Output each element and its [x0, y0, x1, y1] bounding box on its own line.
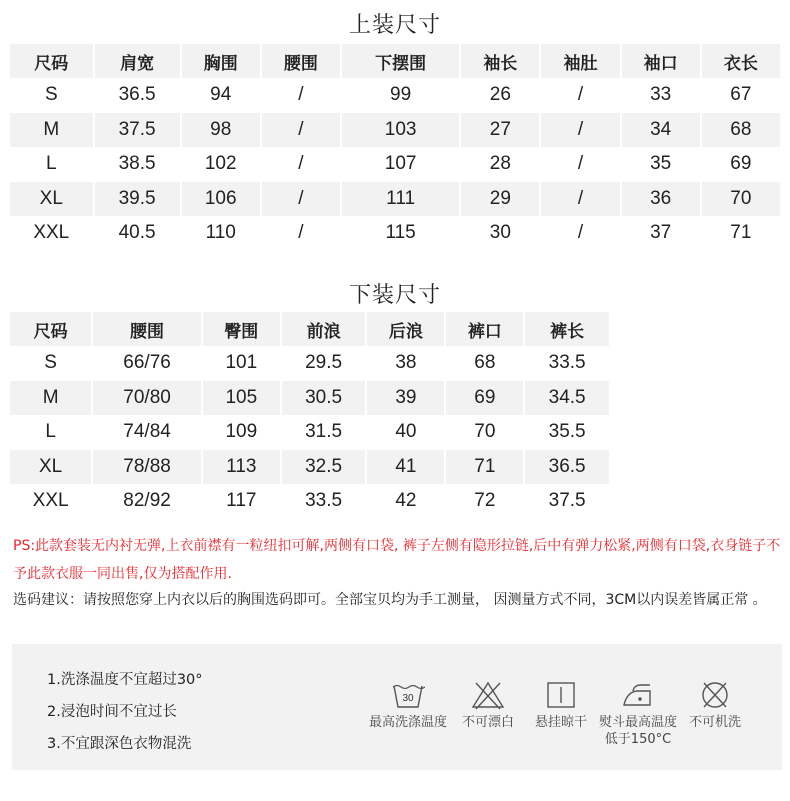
- measurement-cell: 37: [650, 222, 672, 244]
- column-header: 后浪: [367, 312, 444, 346]
- measurement-cell: 70: [474, 421, 496, 443]
- measurement-cell: 109: [225, 421, 258, 443]
- measurement-cell: 27: [461, 113, 539, 148]
- measurement-cell: /: [577, 84, 584, 106]
- measurement-cell: /: [262, 182, 340, 217]
- table-row: [10, 415, 609, 450]
- hang-dry-icon: [544, 680, 578, 710]
- column-header: 肩宽: [95, 44, 180, 78]
- measurement-cell: 99: [390, 84, 412, 106]
- bottom-size-title: 下装尺寸: [348, 283, 441, 308]
- measurement-cell: 36.5: [525, 450, 609, 485]
- measurement-cell: 33: [650, 84, 672, 106]
- care-instruction: 2.浸泡时间不宜过长: [47, 704, 177, 720]
- measurement-cell: 28: [489, 153, 511, 175]
- measurement-cell: 37.5: [95, 113, 180, 148]
- column-header: 尺码: [10, 312, 91, 346]
- symbol-label: 最高洗涤温度: [368, 715, 447, 730]
- column-header: 袖肚: [541, 44, 619, 78]
- table-row: [10, 147, 780, 182]
- measurement-cell: 106: [182, 182, 260, 217]
- measurement-cell: /: [298, 84, 304, 106]
- measurement-cell: 66/76: [123, 352, 171, 374]
- iron-icon: [621, 680, 655, 710]
- measurement-cell: 36.5: [118, 84, 156, 106]
- symbol-sublabel: 低于150°C: [604, 732, 672, 747]
- size-cell: M: [10, 381, 91, 416]
- measurement-cell: 39.5: [95, 182, 180, 217]
- table-row: [10, 113, 780, 148]
- care-panel: [12, 644, 782, 770]
- size-cell: S: [44, 352, 57, 374]
- measurement-cell: 40: [395, 421, 417, 443]
- size-cell: M: [10, 113, 93, 148]
- measurement-cell: 35: [650, 153, 672, 175]
- care-instructions: [47, 664, 203, 760]
- measurement-cell: 29.5: [305, 352, 343, 374]
- measurement-cell: 37.5: [548, 490, 586, 512]
- measurement-cell: 33.5: [548, 352, 586, 374]
- wash-temp-value: 30: [402, 693, 414, 704]
- symbol-label: 熨斗最高温度: [598, 715, 677, 730]
- table-header-row: [10, 312, 609, 346]
- measurement-cell: 34.5: [525, 381, 609, 416]
- measurement-cell: 82/92: [123, 490, 171, 512]
- measurement-cell: /: [298, 153, 304, 175]
- size-cell: L: [45, 421, 56, 443]
- measurement-cell: 38.5: [118, 153, 156, 175]
- measurement-cell: 72: [474, 490, 496, 512]
- measurement-cell: 30.5: [282, 381, 366, 416]
- table-row: [10, 216, 780, 251]
- measurement-cell: 68: [474, 352, 496, 374]
- measurement-cell: /: [541, 182, 619, 217]
- column-header: 下摆围: [342, 44, 459, 78]
- measurement-cell: 33.5: [305, 490, 343, 512]
- measurement-cell: 42: [395, 490, 417, 512]
- measurement-cell: /: [262, 113, 340, 148]
- care-symbol-hang-dry: [529, 680, 593, 731]
- measurement-cell: 98: [182, 113, 260, 148]
- top-size-title: 上装尺寸: [348, 13, 441, 38]
- column-header: 腰围: [262, 44, 340, 78]
- table-row: [10, 450, 609, 485]
- table-row: [10, 182, 780, 217]
- measurement-cell: 107: [384, 153, 417, 175]
- measurement-cell: 101: [225, 352, 258, 374]
- measurement-cell: 34: [622, 113, 700, 148]
- column-header: 臀围: [203, 312, 280, 346]
- column-header: 袖长: [461, 44, 539, 78]
- size-cell: XL: [10, 182, 93, 217]
- measurement-cell: 113: [203, 450, 280, 485]
- measurement-cell: 67: [730, 84, 752, 106]
- care-symbol-no-bleach: [456, 680, 520, 731]
- no-machine-wash-icon: [698, 680, 732, 710]
- measurement-cell: 68: [702, 113, 780, 148]
- column-header: 尺码: [10, 44, 93, 78]
- measurement-cell: 29: [461, 182, 539, 217]
- measurement-cell: 70/80: [93, 381, 201, 416]
- table-row: [10, 346, 609, 381]
- measurement-cell: 105: [203, 381, 280, 416]
- measurement-cell: 115: [385, 222, 416, 244]
- column-header: 裤长: [525, 312, 609, 346]
- symbol-label: 悬挂晾干: [534, 715, 587, 730]
- measurement-cell: 40.5: [118, 222, 156, 244]
- measurement-cell: 117: [226, 490, 257, 512]
- measurement-cell: 39: [367, 381, 444, 416]
- size-advice: 选码建议：请按照您穿上内衣以后的胸围选码即可。全部宝贝均为手工测量， 因测量方式不同，3CM以内误差皆属正常 。: [13, 592, 767, 608]
- measurement-cell: 103: [342, 113, 459, 148]
- size-cell: L: [46, 153, 57, 175]
- measurement-cell: 71: [730, 222, 752, 244]
- measurement-cell: 38: [395, 352, 417, 374]
- measurement-cell: 70: [702, 182, 780, 217]
- care-symbol-iron: [592, 680, 684, 748]
- measurement-cell: 30: [489, 222, 511, 244]
- measurement-cell: 69: [730, 153, 752, 175]
- measurement-cell: 26: [489, 84, 511, 106]
- symbol-label: 不可漂白: [461, 715, 514, 730]
- measurement-cell: 110: [205, 222, 236, 244]
- care-symbol-no-machine-wash: [684, 680, 746, 731]
- measurement-cell: 71: [446, 450, 523, 485]
- measurement-cell: 41: [367, 450, 444, 485]
- measurement-cell: 102: [204, 153, 237, 175]
- size-cell: XXL: [33, 222, 70, 244]
- table-header-row: [10, 44, 780, 78]
- table-row: [10, 381, 609, 416]
- column-header: 腰围: [93, 312, 201, 346]
- care-symbol-wash: [360, 680, 456, 731]
- care-instruction: 3.不宜跟深色衣物混洗: [47, 736, 192, 752]
- measurement-cell: 111: [342, 182, 459, 217]
- measurement-cell: 94: [210, 84, 232, 106]
- measurement-cell: /: [541, 113, 619, 148]
- measurement-cell: 32.5: [282, 450, 366, 485]
- no-bleach-icon: [471, 680, 505, 710]
- measurement-cell: /: [298, 222, 304, 244]
- column-header: 裤口: [446, 312, 523, 346]
- size-cell: S: [44, 84, 58, 106]
- measurement-cell: 35.5: [548, 421, 586, 443]
- table-row: [10, 484, 609, 519]
- column-header: 袖口: [622, 44, 700, 78]
- table-row: [10, 78, 780, 113]
- measurement-cell: 74/84: [123, 421, 171, 443]
- ps-note: PS:此款套装无内衬无弹,上衣前襟有一粒纽扣可解,两侧有口袋, 裤子左侧有隐形拉链,后中有弹力松紧,两侧有口袋,衣身链子不予此款衣服一同出售,仅为搭配作用.: [13, 538, 781, 582]
- measurement-cell: 31.5: [305, 421, 343, 443]
- care-instruction: 1.洗涤温度不宜超过30°: [47, 672, 203, 688]
- measurement-cell: /: [577, 222, 584, 244]
- column-header: 衣长: [702, 44, 780, 78]
- measurement-cell: 69: [446, 381, 523, 416]
- measurement-cell: 78/88: [93, 450, 201, 485]
- column-header: 胸围: [182, 44, 260, 78]
- bottom-size-table: [8, 312, 611, 519]
- size-cell: XL: [10, 450, 91, 485]
- wash-30-icon: [391, 680, 425, 710]
- top-size-table: [8, 44, 782, 251]
- symbol-label: 不可机洗: [688, 715, 741, 730]
- size-cell: XXL: [32, 490, 69, 512]
- measurement-cell: 36: [622, 182, 700, 217]
- measurement-cell: /: [577, 153, 584, 175]
- column-header: 前浪: [282, 312, 366, 346]
